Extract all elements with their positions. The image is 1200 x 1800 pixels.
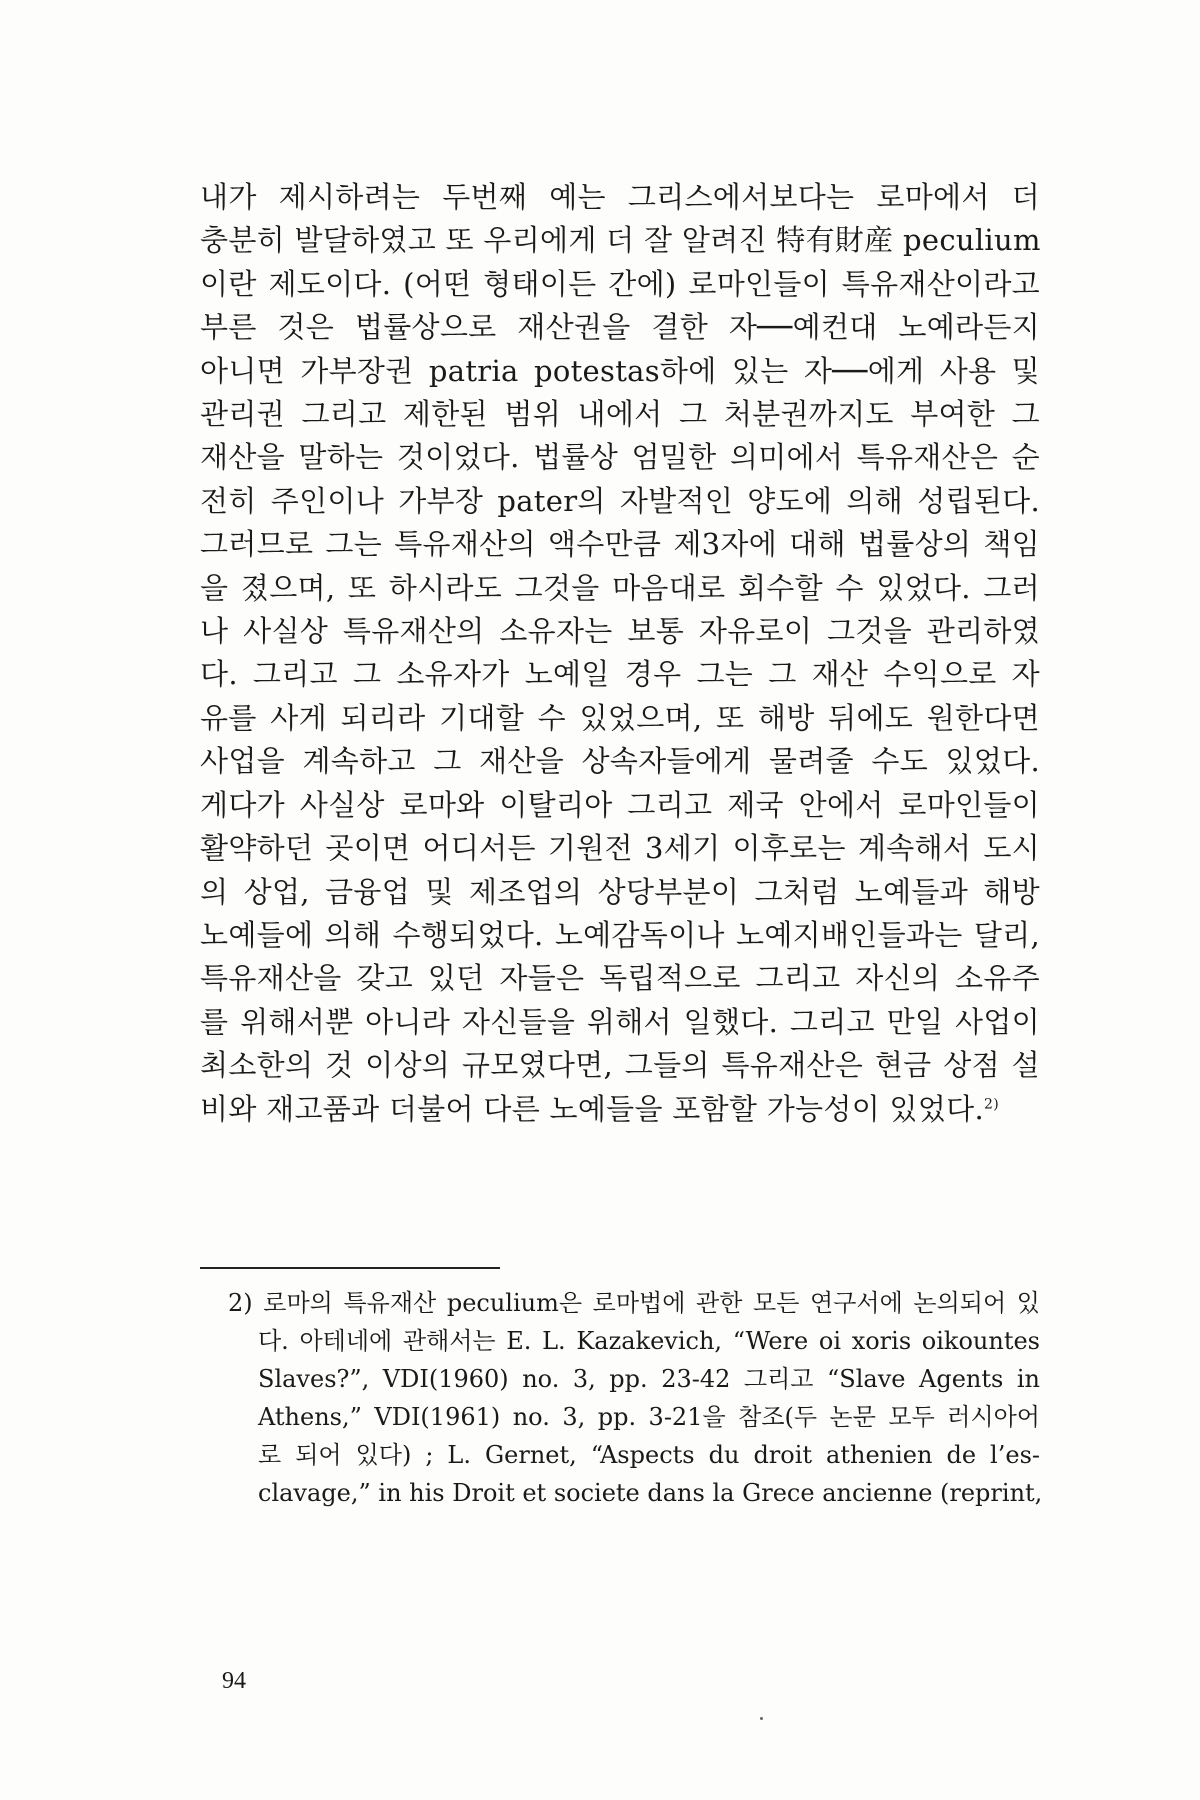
- main-paragraph: [200, 176, 1040, 1131]
- body-line: 충분히 발달하였고 또 우리에게 더 잘 알려진 特有財産 peculium: [200, 223, 1041, 258]
- body-line: 의 상업, 금융업 및 제조업의 상당부분이 그처럼 노예들과 해방: [200, 874, 1040, 909]
- body-line: 그러므로 그는 특유재산의 액수만큼 제3자에 대해 법률상의 책임: [200, 527, 1040, 562]
- footnote-line: clavage,” in his Droit et societe dans la Grece ancienne (reprint,: [258, 1479, 1043, 1507]
- body-last-line-text: 비와 재고품과 더불어 다른 노예들을 포함할 가능성이 있었다.: [200, 1091, 984, 1126]
- body-line: 다. 그리고 그 소유자가 노예일 경우 그는 그 재산 수익으로 자: [200, 657, 1040, 692]
- footnote-reference: 2): [984, 1095, 999, 1112]
- body-line: 재산을 말하는 것이었다. 법률상 엄밀한 의미에서 특유재산은 순: [200, 440, 1040, 475]
- body-line: 유를 사게 되리라 기대할 수 있었으며, 또 해방 뒤에도 원한다면: [200, 700, 1040, 735]
- body-line: 활약하던 곳이면 어디서든 기원전 3세기 이후로는 계속해서 도시: [200, 831, 1040, 866]
- body-line: 관리권 그리고 제한된 범위 내에서 그 처분권까지도 부여한 그: [200, 397, 1040, 432]
- body-line: 이란 제도이다. (어떤 형태이든 간에) 로마인들이 특유재산이라고: [200, 266, 1040, 301]
- body-line: 사업을 계속하고 그 재산을 상속자들에게 물려줄 수도 있었다.: [200, 744, 1040, 779]
- body-line: 를 위해서뿐 아니라 자신들을 위해서 일했다. 그리고 만일 사업이: [200, 1004, 1040, 1039]
- body-line: 노예들에 의해 수행되었다. 노예감독이나 노예지배인들과는 달리,: [200, 917, 1040, 952]
- footnote: [228, 1284, 1043, 1512]
- footnote-line: 다. 아테네에 관해서는 E. L. Kazakevich, “Were oi xoris oikountes: [258, 1327, 1040, 1355]
- body-line: 나 사실상 특유재산의 소유자는 보통 자유로이 그것을 관리하였: [200, 614, 1040, 649]
- body-line: 을 졌으며, 또 하시라도 그것을 마음대로 회수할 수 있었다. 그러: [200, 570, 1040, 605]
- body-line: 부른 것은 법률상으로 재산권을 결한 자──예컨대 노예라든지: [200, 310, 1040, 345]
- scan-speck: [760, 1717, 763, 1720]
- footnote-line: Slaves?”, VDI(1960) no. 3, pp. 23-42 그리고 “Slave Agents in: [258, 1365, 1040, 1393]
- body-line: 최소한의 것 이상의 규모였다면, 그들의 특유재산은 현금 상점 설: [200, 1048, 1040, 1083]
- footnote-line: 2) 로마의 특유재산 peculium은 로마법에 관한 모든 연구서에 논의되어 있: [228, 1289, 1040, 1317]
- page-number: 94: [222, 1668, 246, 1694]
- body-last-line: [200, 1088, 1040, 1131]
- footnote-line: Athens,” VDI(1961) no. 3, pp. 3-21을 참조(두 논문 모두 러시아어: [258, 1403, 1040, 1431]
- body-line: 내가 제시하려는 두번째 예는 그리스에서보다는 로마에서 더: [200, 180, 1040, 214]
- body-line: 전히 주인이나 가부장 pater의 자발적인 양도에 의해 성립된다.: [200, 483, 1040, 518]
- body-line: 게다가 사실상 로마와 이탈리아 그리고 제국 안에서 로마인들이: [200, 787, 1040, 822]
- body-line: 아니면 가부장권 patria potestas하에 있는 자──에게 사용 및: [200, 353, 1040, 388]
- body-line: 특유재산을 갖고 있던 자들은 독립적으로 그리고 자신의 소유주: [200, 961, 1040, 996]
- footnote-line: 로 되어 있다) ; L. Gernet, “Aspects du droit athenien de l’es-: [258, 1441, 1040, 1469]
- footnote-divider: [200, 1267, 500, 1269]
